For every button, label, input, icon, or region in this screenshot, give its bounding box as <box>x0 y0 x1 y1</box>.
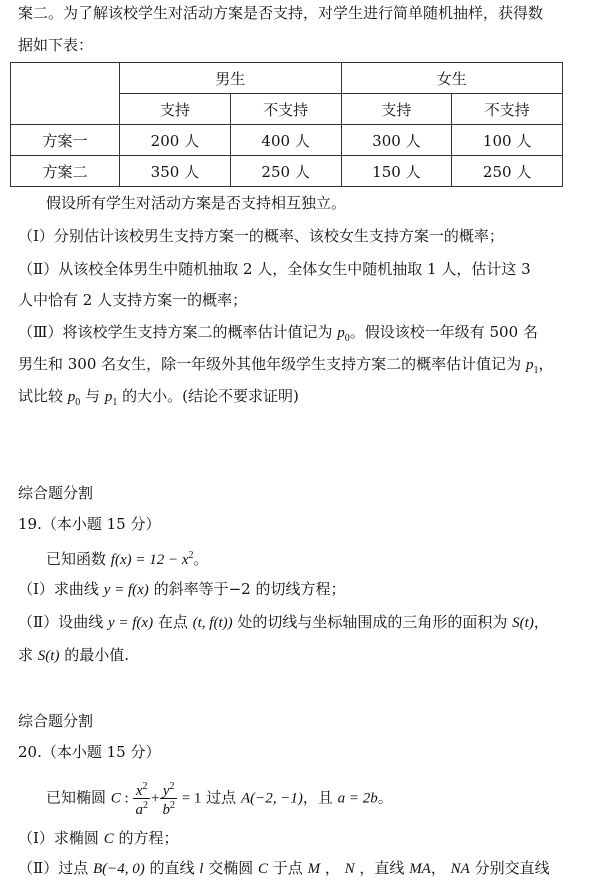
table-subheader: 支持 <box>120 94 231 125</box>
q20-given: 已知椭圆 C : $\frac{x^2}{a^2}$ + $\frac{y^2}{b^2}$ = 1 过点 A(−2, −1)，且 a = 2b。 <box>46 781 393 818</box>
p1-symbol: $p_1$ <box>525 357 539 376</box>
survey-table <box>10 62 563 187</box>
q19-part-2-line-1: （Ⅱ）设曲线 y = f(x) 在点 (t, f(t)) 处的切线与坐标轴围成的三角形的面积为 S(t)， <box>18 613 549 631</box>
q18-part-3-line-1: （Ⅲ）将该校学生支持方案二的概率估计值记为 $p_0$。假设该校一年级有 500 名 <box>18 323 538 344</box>
q18-part-3-line-2: 男生和 300 名女生，除一年级外其他年级学生支持方案二的概率估计值记为 $p_1$， <box>18 355 554 376</box>
table-group-header: 男生 <box>120 63 342 94</box>
fraction-x-over-a: $\frac{x^2}{a^2}$ <box>135 781 148 818</box>
table-cell: 250 人 <box>452 156 563 187</box>
table-cell: 350 人 <box>120 156 231 187</box>
q19-given: 已知函数 $f(x) = 12 - x^2$。 <box>46 550 209 568</box>
table-row-label: 方案二 <box>11 156 120 187</box>
q18-part-3-line-3: 试比较 $p_0$ 与 $p_1$ 的大小。(结论不要求证明) <box>18 387 299 408</box>
table-cell: 400 人 <box>230 125 341 156</box>
q19-header: 19.（本小题 15 分） <box>18 515 161 533</box>
table-row <box>11 63 563 94</box>
table-group-header: 女生 <box>341 63 563 94</box>
section-separator: 综合题分割 <box>18 484 94 502</box>
table-cell: 300 人 <box>341 125 452 156</box>
intro-line-2: 据如下表： <box>18 36 94 54</box>
q20-header: 20.（本小题 15 分） <box>18 743 161 761</box>
table-subheader: 支持 <box>341 94 452 125</box>
fraction-y-over-b: $\frac{y^2}{b^2}$ <box>162 781 175 818</box>
q19-part-1: （Ⅰ）求曲线 y = f(x) 的斜率等于−2 的切线方程； <box>18 580 346 598</box>
table-row <box>11 156 563 187</box>
table-corner-cell <box>11 63 120 125</box>
q20-part-2: （Ⅱ）过点 B(−4, 0) 的直线 l 交椭圆 C 于点 M ， N ，直线 MA， NA 分别交直线 <box>18 859 550 877</box>
q18-part-2-line-1: （Ⅱ）从该校全体男生中随机抽取 2 人，全体女生中随机抽取 1 人，估计这 3 <box>18 260 531 278</box>
q18-part-1: （Ⅰ）分别估计该校男生支持方案一的概率、该校女生支持方案一的概率； <box>18 227 504 245</box>
table-subheader: 不支持 <box>452 94 563 125</box>
table-row <box>11 125 563 156</box>
intro-line-1: 案二。为了解该校学生对活动方案是否支持，对学生进行简单随机抽样，获得数 <box>18 4 544 22</box>
section-separator: 综合题分割 <box>18 712 94 730</box>
table-cell: 100 人 <box>452 125 563 156</box>
q18-part-2-line-2: 人中恰有 2 人支持方案一的概率； <box>18 291 248 309</box>
q19-part-2-line-2: 求 S(t) 的最小值. <box>18 646 129 664</box>
p0-symbol: $p_0$ <box>337 325 350 344</box>
table-cell: 150 人 <box>341 156 452 187</box>
table-cell: 250 人 <box>230 156 341 187</box>
q20-part-1: （Ⅰ）求椭圆 C 的方程； <box>18 829 179 847</box>
q18-assumption: 假设所有学生对活动方案是否支持相互独立。 <box>46 194 347 212</box>
table-subheader: 不支持 <box>230 94 341 125</box>
table-cell: 200 人 <box>120 125 231 156</box>
table-row-label: 方案一 <box>11 125 120 156</box>
